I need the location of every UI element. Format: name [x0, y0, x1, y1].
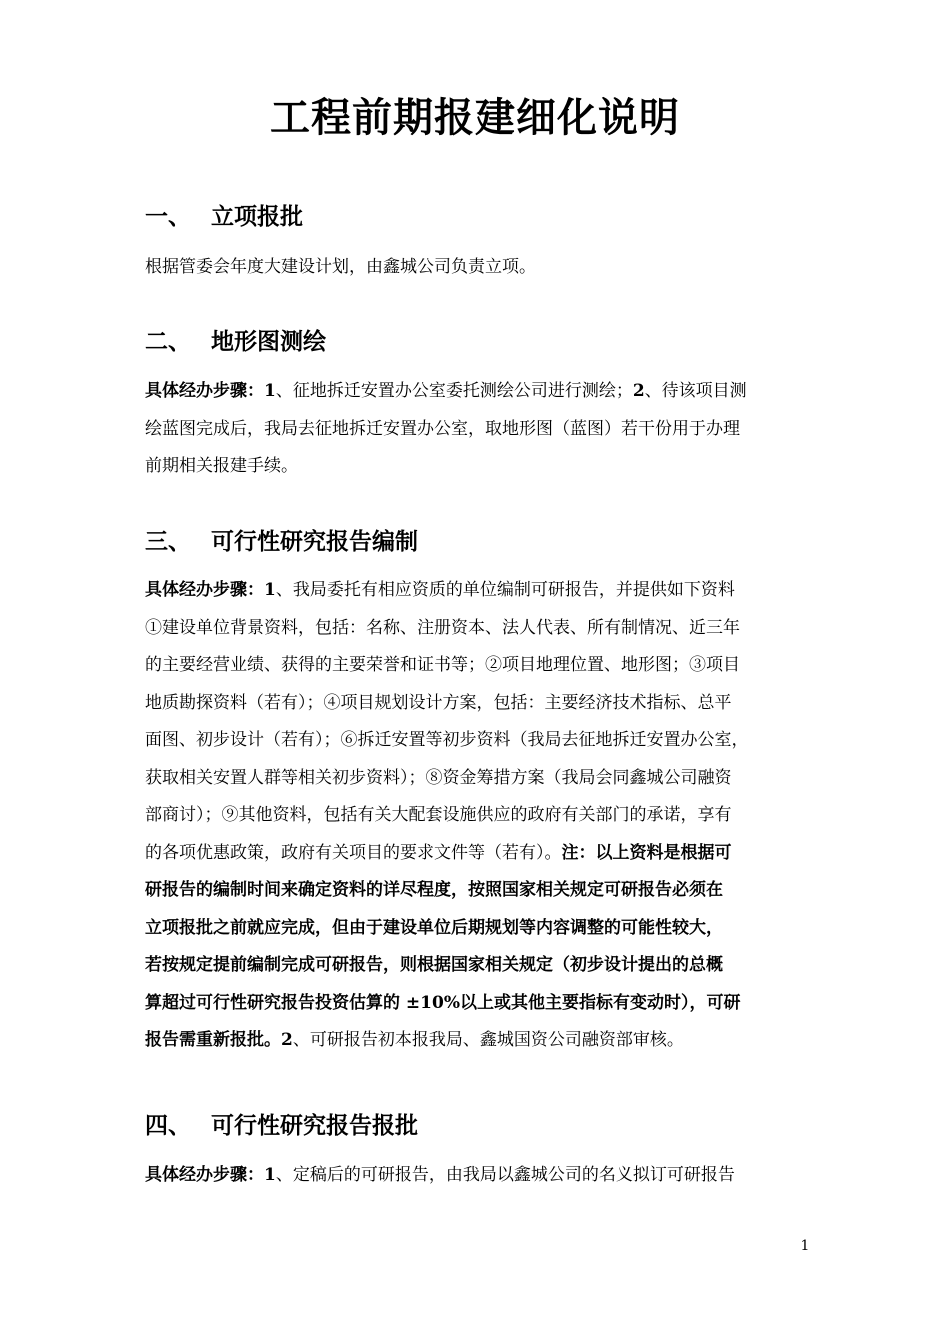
bold-text-run: 2 — [632, 381, 645, 401]
section-heading-4 — [145, 1110, 418, 1142]
section-number: 三、 — [145, 528, 191, 555]
section-body-3 — [145, 572, 815, 1060]
section-title: 可行性研究报告报批 — [211, 1112, 418, 1139]
bold-text-run: 具体经办步骤：1 — [145, 1165, 276, 1185]
section-body-4 — [145, 1157, 815, 1195]
text-run: 面图、初步设计（若有）；⑥拆迁安置等初步资料（我局去征地拆迁安置办公室， — [145, 730, 749, 750]
text-line — [145, 249, 815, 287]
text-line — [145, 910, 815, 948]
text-run: 、定稿后的可研报告，由我局以鑫城公司的名义拟订可研报告 — [275, 1165, 735, 1185]
bold-text-run: 立项报批之前就应完成，但由于建设单位后期规划等内容调整的可能性较大， — [145, 917, 723, 938]
text-run: 、待该项目测 — [644, 381, 747, 401]
text-line — [145, 610, 815, 648]
bold-text-run: 具体经办步骤：1 — [145, 381, 276, 401]
section-title: 地形图测绘 — [211, 328, 326, 355]
text-line — [145, 722, 815, 760]
text-run: ①建设单位背景资料，包括：名称、注册资本、法人代表、所有制情况、近三年 — [145, 617, 740, 638]
section-heading-3 — [145, 526, 418, 558]
bold-text-run: 研报告的编制时间来确定资料的详尽程度，按照国家相关规定可研报告必须在 — [145, 880, 723, 900]
text-line — [145, 985, 815, 1023]
bold-text-run: 报告需重新报批。2 — [145, 1030, 293, 1050]
text-line — [145, 872, 815, 910]
text-line — [145, 835, 815, 873]
document-title: 工程前期报建细化说明 — [270, 94, 680, 141]
text-line — [145, 1022, 815, 1060]
bold-text-run: 算超过可行性研究报告投资估算的 ±10%以上或其他主要指标有变动时），可研 — [145, 992, 741, 1013]
section-number: 四、 — [145, 1112, 191, 1139]
text-line — [145, 685, 815, 723]
section-body-1 — [145, 249, 815, 287]
text-run: 获取相关安置人群等相关初步资料）；⑧资金筹措方案（我局会同鑫城公司融资 — [145, 767, 732, 788]
text-line — [145, 797, 815, 835]
section-number: 一、 — [145, 203, 191, 230]
text-line — [145, 411, 815, 449]
text-run: 、我局委托有相应资质的单位编制可研报告，并提供如下资料 — [275, 580, 735, 600]
text-line — [145, 572, 815, 610]
text-line — [145, 947, 815, 985]
section-body-2 — [145, 373, 815, 486]
page-number: 1 — [800, 1238, 810, 1254]
text-run: 、征地拆迁安置办公室委托测绘公司进行测绘； — [275, 381, 633, 401]
section-title: 立项报批 — [211, 203, 303, 230]
section-number: 二、 — [145, 328, 191, 355]
section-heading-1 — [145, 201, 303, 233]
text-run: 地质勘探资料（若有）；④项目规划设计方案，包括：主要经济技术指标、总平 — [145, 692, 732, 713]
text-run: 部商讨）；⑨其他资料，包括有关大配套设施供应的政府有关部门的承诺，享有 — [145, 805, 732, 825]
bold-text-run: 若按规定提前编制完成可研报告，则根据国家相关规定（初步设计提出的总概 — [145, 955, 723, 975]
text-line — [145, 448, 815, 486]
text-line — [145, 1157, 815, 1195]
text-run: 的各项优惠政策，政府有关项目的要求文件等（若有）。 — [145, 842, 562, 863]
bold-text-run: 具体经办步骤：1 — [145, 580, 276, 600]
text-run: 根据管委会年度大建设计划，由鑫城公司负责立项。 — [145, 257, 536, 277]
bold-text-run: 注：以上资料是根据可 — [561, 842, 732, 863]
text-run: 的主要经营业绩、获得的主要荣誉和证书等；②项目地理位置、地形图；③项目 — [145, 655, 740, 675]
text-line — [145, 373, 815, 411]
text-line — [145, 760, 815, 798]
section-title: 可行性研究报告编制 — [211, 528, 418, 555]
section-heading-2 — [145, 326, 326, 358]
text-run: 绘蓝图完成后，我局去征地拆迁安置办公室，取地形图（蓝图）若干份用于办理 — [145, 418, 740, 439]
text-run: 、可研报告初本报我局、鑫城国资公司融资部审核。 — [292, 1030, 684, 1050]
text-line — [145, 647, 815, 685]
text-run: 前期相关报建手续。 — [145, 456, 298, 476]
